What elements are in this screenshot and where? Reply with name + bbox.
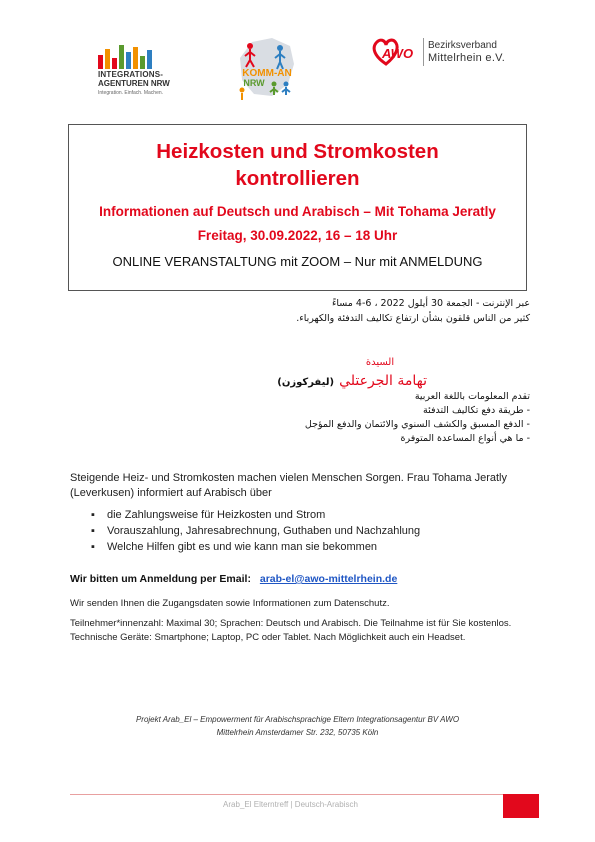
title-line2: kontrollieren — [235, 167, 360, 190]
awo-logo — [372, 36, 522, 70]
logo-text-line1: INTEGRATIONS- — [98, 70, 164, 79]
awo-line2: Mittelrhein e.V. — [428, 52, 506, 64]
project-footer-note — [70, 713, 525, 739]
list-item: ▪ Vorauszahlung, Jahresabrechnung, Guthaben und Nachzahlung — [91, 525, 421, 537]
list-item: ▪ Welche Hilfen gibt es und wie kann man sie bekommen — [91, 541, 378, 553]
arabic-speaker-name — [167, 370, 427, 389]
arabic-honorific: السيدة — [365, 357, 395, 368]
arabic-name: تهامة الجرعتلي — [339, 373, 427, 389]
footer-divider — [70, 794, 511, 795]
arabic-list-item: - ما هي أنواع المساعدة المتوفرة — [400, 433, 530, 444]
bullet-icon: ▪ — [91, 541, 95, 553]
komm-an-logo — [232, 34, 302, 104]
bar-graphic-icon — [98, 43, 208, 69]
arabic-intro-line: كثير من الناس قلقون بشأن ارتفاع تكاليف التدفئة والكهرباء. — [296, 313, 530, 324]
access-info: Wir senden Ihnen die Zugangsdaten sowie Informationen zum Datenschutz. — [70, 598, 390, 609]
footer-line2: Mittelrhein Amsterdamer Str. 232, 50735 Köln — [216, 728, 379, 737]
title-line1: Heizkosten und Stromkosten — [156, 140, 439, 163]
arabic-list-item: تقدم المعلومات باللغة العربية — [414, 391, 530, 402]
online-notice: ONLINE VERANSTALTUNG mit ZOOM – Nur mit ANMELDUNG — [112, 254, 483, 269]
bullet-icon: ▪ — [91, 525, 95, 537]
subtitle: Informationen auf Deutsch und Arabisch – Mit Tohama Jeratly — [99, 204, 496, 219]
bullet-icon: ▪ — [91, 509, 95, 521]
awo-heart-icon — [372, 36, 422, 68]
svg-text:NRW: NRW — [243, 78, 265, 88]
participation-info: Teilnehmer*innenzahl: Maximal 30; Sprachen: Deutsch und Arabisch. Die Teilnahme ist für Sie kostenlos. Technische Geräte: Smartphone; Laptop, PC oder Tablet. Nach Möglichkeit auch ein Headset. — [70, 618, 512, 643]
svg-text:AWO: AWO — [382, 46, 414, 61]
footer-line1: Projekt Arab_El – Empowerment für Arabischsprachige Eltern Integrationsagentur BV AWO — [135, 715, 460, 724]
footer-tag: Arab_El Elterntreff | Deutsch-Arabisch — [223, 800, 358, 809]
german-intro: Steigende Heiz- und Stromkosten machen vielen Menschen Sorgen. Frau Tohama Jeratly (Leverkusen) informiert auf Arabisch über — [70, 472, 507, 499]
arabic-list-item: - الدفع المسبق والكشف السنوي والائتمان والدفع المؤجل — [304, 419, 530, 430]
integrationsagenturen-logo — [84, 40, 204, 112]
registration-email-link[interactable]: arab-el@awo-mittelrhein.de — [259, 573, 398, 585]
logo-text-line2: AGENTUREN NRW — [98, 79, 170, 88]
arabic-list-item: - طريقة دفع تكاليف التدفئة — [423, 405, 530, 416]
topic-list — [70, 507, 420, 555]
registration-line — [70, 573, 397, 585]
event-date: Freitag, 30.09.2022, 16 – 18 Uhr — [197, 228, 398, 243]
page-title — [69, 138, 526, 192]
list-item: ▪ die Zahlungsweise für Heizkosten und Strom — [91, 509, 326, 521]
registration-label: Wir bitten um Anmeldung per Email: — [70, 573, 251, 585]
title-box — [68, 124, 527, 291]
logo-tagline: Integration. Einfach. Machen. — [98, 90, 164, 96]
awo-line1: Bezirksverband — [428, 40, 497, 51]
svg-text:KOMM-AN: KOMM-AN — [242, 68, 292, 79]
arabic-city: (ليفركوزن) — [277, 377, 335, 388]
arabic-date-line: عبر الإنترنت - الجمعة 30 أيلول 2022 ، 6-4 مساءً — [331, 298, 530, 309]
logo-divider — [423, 38, 424, 66]
